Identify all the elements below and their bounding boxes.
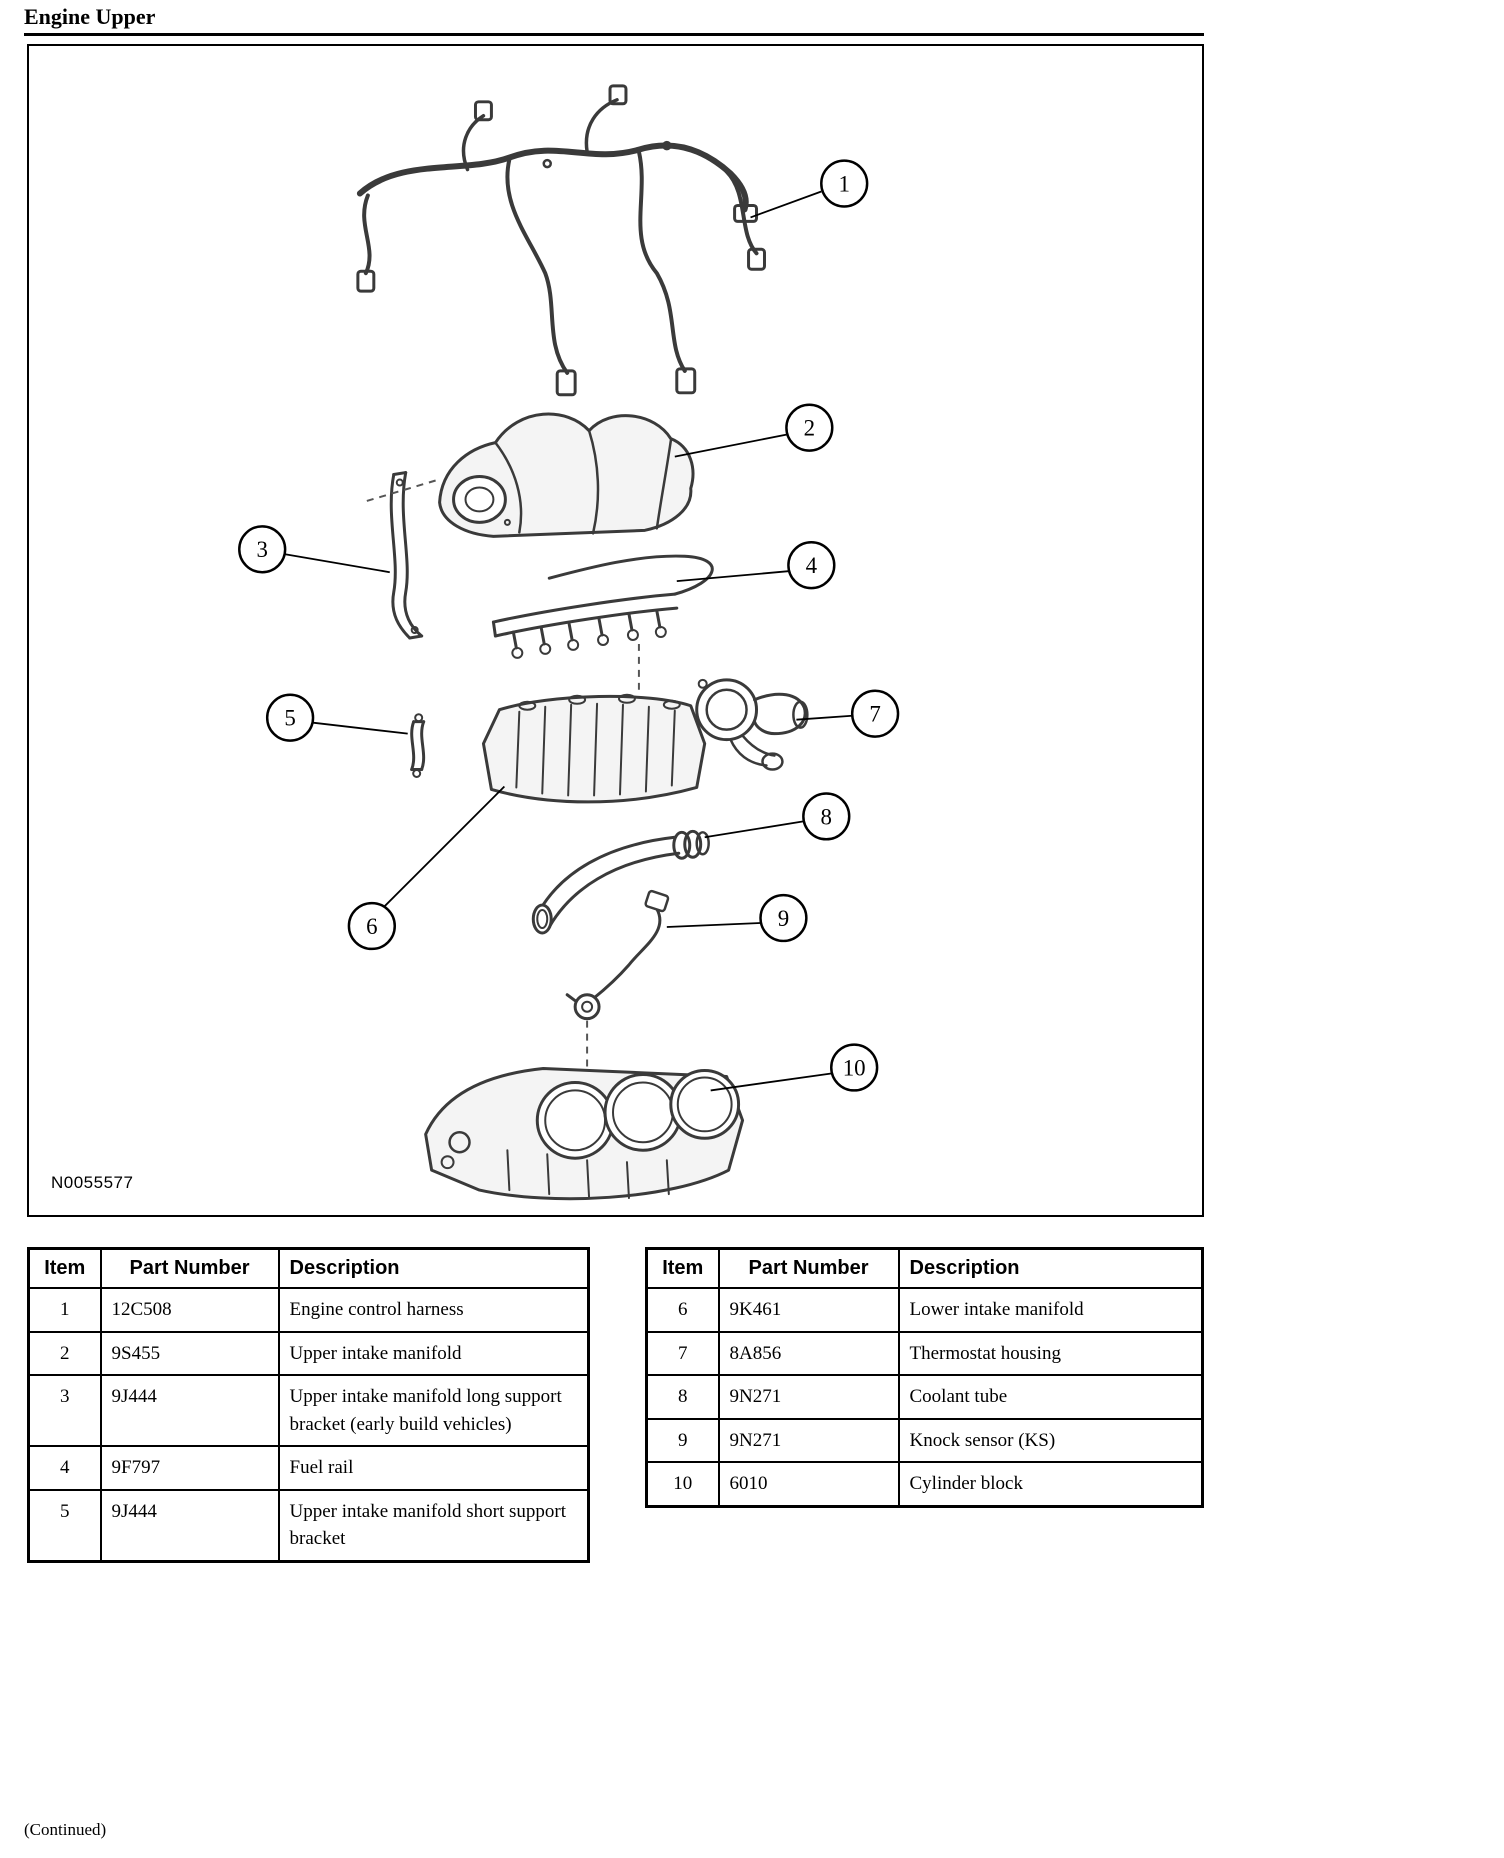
table-row bbox=[647, 1332, 1203, 1376]
item-cell: 7 bbox=[647, 1332, 719, 1376]
title-rule bbox=[24, 33, 1204, 36]
part-number-header: Part Number bbox=[101, 1249, 279, 1289]
part-thermostat-housing bbox=[697, 680, 808, 770]
table-row bbox=[29, 1332, 589, 1376]
callout-1-label: 1 bbox=[838, 171, 850, 197]
part-number-cell: 9S455 bbox=[101, 1332, 279, 1376]
part-fuel-rail bbox=[493, 556, 712, 658]
description-cell: Coolant tube bbox=[899, 1375, 1203, 1419]
callout-8-label: 8 bbox=[820, 804, 833, 830]
part-cylinder-block bbox=[426, 1069, 743, 1199]
continued-note: (Continued) bbox=[24, 1820, 107, 1839]
part-short-support-bracket bbox=[412, 714, 424, 777]
part-number-cell: 12C508 bbox=[101, 1288, 279, 1332]
parts-table-items-1-5 bbox=[27, 1247, 590, 1563]
table-row bbox=[647, 1375, 1203, 1419]
callout-8 bbox=[705, 793, 850, 839]
description-cell: Upper intake manifold short support bracket bbox=[279, 1490, 589, 1562]
part-lower-intake-manifold bbox=[483, 695, 704, 802]
callout-9 bbox=[667, 895, 807, 941]
callout-4-label: 4 bbox=[805, 553, 818, 579]
part-number-cell: 9K461 bbox=[719, 1288, 899, 1332]
callout-6 bbox=[349, 786, 504, 948]
callout-2 bbox=[675, 405, 832, 457]
callout-7-label: 7 bbox=[869, 701, 881, 727]
table-header-row bbox=[29, 1249, 589, 1289]
callout-10 bbox=[711, 1045, 877, 1091]
item-cell: 2 bbox=[29, 1332, 101, 1376]
callout-1 bbox=[751, 161, 868, 218]
item-cell: 6 bbox=[647, 1288, 719, 1332]
part-knock-sensor bbox=[567, 890, 669, 1018]
callout-2-label: 2 bbox=[803, 415, 816, 441]
part-number-cell: 9F797 bbox=[101, 1446, 279, 1490]
callout-4 bbox=[677, 542, 834, 588]
table-row bbox=[29, 1446, 589, 1490]
part-number-cell: 8A856 bbox=[719, 1332, 899, 1376]
description-cell: Upper intake manifold long support bracket (early build vehicles) bbox=[279, 1375, 589, 1446]
part-number-cell: 9J444 bbox=[101, 1375, 279, 1446]
item-header: Item bbox=[29, 1249, 101, 1289]
description-header: Description bbox=[279, 1249, 589, 1289]
table-row bbox=[647, 1419, 1203, 1463]
figure-id: N0055577 bbox=[51, 1173, 134, 1192]
description-header: Description bbox=[899, 1249, 1203, 1289]
page-title: Engine Upper bbox=[24, 4, 156, 29]
item-cell: 3 bbox=[29, 1375, 101, 1446]
part-long-support-bracket bbox=[391, 473, 421, 638]
callout-3 bbox=[239, 526, 389, 572]
description-cell: Upper intake manifold bbox=[279, 1332, 589, 1376]
part-number-cell: 6010 bbox=[719, 1462, 899, 1506]
item-header: Item bbox=[647, 1249, 719, 1289]
item-cell: 4 bbox=[29, 1446, 101, 1490]
part-engine-control-harness bbox=[358, 86, 765, 395]
part-number-cell: 9J444 bbox=[101, 1490, 279, 1562]
part-number-cell: 9N271 bbox=[719, 1419, 899, 1463]
table-row bbox=[647, 1288, 1203, 1332]
callout-9-label: 9 bbox=[777, 905, 790, 931]
table-row bbox=[29, 1288, 589, 1332]
engine-exploded-diagram bbox=[29, 46, 1202, 1215]
item-cell: 5 bbox=[29, 1490, 101, 1562]
table-row bbox=[29, 1490, 589, 1562]
description-cell: Fuel rail bbox=[279, 1446, 589, 1490]
figure-box bbox=[27, 44, 1204, 1217]
description-cell: Lower intake manifold bbox=[899, 1288, 1203, 1332]
part-number-cell: 9N271 bbox=[719, 1375, 899, 1419]
description-cell: Knock sensor (KS) bbox=[899, 1419, 1203, 1463]
callout-7 bbox=[796, 691, 898, 737]
callout-10-label: 10 bbox=[842, 1055, 866, 1081]
parts-table-items-6-10 bbox=[645, 1247, 1204, 1508]
callout-5 bbox=[267, 695, 408, 741]
description-cell: Engine control harness bbox=[279, 1288, 589, 1332]
description-cell: Cylinder block bbox=[899, 1462, 1203, 1506]
part-number-header: Part Number bbox=[719, 1249, 899, 1289]
callout-3-label: 3 bbox=[256, 537, 268, 563]
callout-5-label: 5 bbox=[284, 705, 296, 731]
table-row bbox=[29, 1375, 589, 1446]
item-cell: 8 bbox=[647, 1375, 719, 1419]
item-cell: 9 bbox=[647, 1419, 719, 1463]
table-row bbox=[647, 1462, 1203, 1506]
item-cell: 10 bbox=[647, 1462, 719, 1506]
part-coolant-tube bbox=[533, 831, 708, 933]
table-header-row bbox=[647, 1249, 1203, 1289]
callout-6-label: 6 bbox=[366, 913, 378, 939]
part-upper-intake-manifold bbox=[440, 414, 693, 536]
description-cell: Thermostat housing bbox=[899, 1332, 1203, 1376]
item-cell: 1 bbox=[29, 1288, 101, 1332]
